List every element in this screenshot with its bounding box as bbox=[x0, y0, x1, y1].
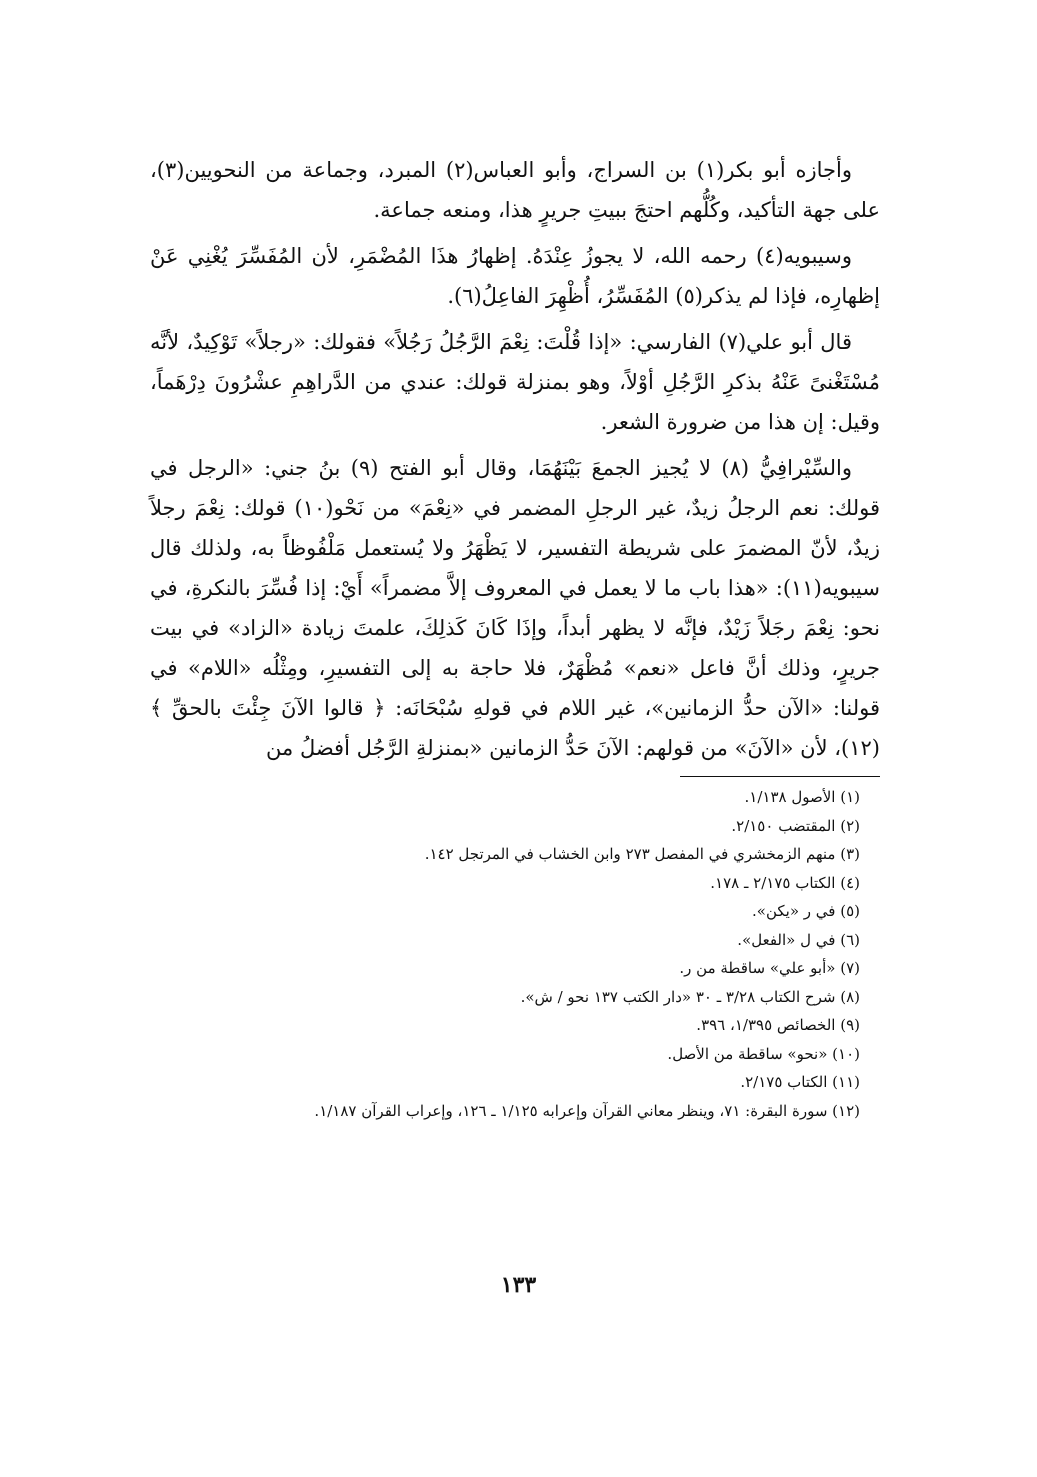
paragraph: وأجازه أبو بكر(١) بن السراج، وأبو العباس(٢) المبرد، وجماعة من النحويين(٣)، على جهة التأكيد، وكُلُّهم احتجَ ببيتِ جريرٍ هذا، ومنعه جماعة. bbox=[150, 158, 880, 222]
footnote-separator bbox=[680, 776, 880, 777]
footnote: (١٠) «نحو» ساقطة من الأصل. bbox=[667, 1044, 860, 1063]
page-content bbox=[150, 150, 880, 1125]
footnotes-list bbox=[150, 783, 880, 1125]
footnote: (٤) الكتاب ٢/١٧٥ ـ ١٧٨. bbox=[710, 873, 860, 892]
paragraph: قال أبو علي(٧) الفارسي: «إذا قُلْتَ: نِعْمَ الرَّجُلُ رَجُلاً» فقولك: «رجلاً» تَوْكِيدٌ، لأنَّه مُسْتَغْنىً عَنْهُ بذكرِ الرَّجُلِ أوْلاً، وهو بمنزلة قولك: عندي من الدَّراهِمِ عشْرُونَ دِرْهَماً، وقيل: إن هذا من ضرورة الشعر. bbox=[150, 330, 880, 434]
footnote: (٨) شرح الكتاب ٣/٢٨ ـ ٣٠ «دار الكتب ١٣٧ نحو / ش». bbox=[520, 987, 860, 1006]
main-text bbox=[150, 150, 880, 768]
page-number: ١٣٣ bbox=[500, 1272, 537, 1298]
footnote: (١٢) سورة البقرة: ٧١، وينظر معاني القرآن وإعرابه ١/١٢٥ ـ ١٢٦، وإعراب القرآن ١/١٨٧. bbox=[314, 1101, 860, 1120]
footnote: (٥) في ر «يكن». bbox=[752, 902, 860, 920]
footnote: (١) الأصول ١/١٣٨. bbox=[744, 788, 860, 806]
footnote: (٩) الخصائص ١/٣٩٥، ٣٩٦. bbox=[696, 1016, 860, 1034]
footnote: (٢) المقتضب ٢/١٥٠. bbox=[731, 816, 860, 835]
footnote: (٣) منهم الزمخشري في المفصل ٢٧٣ وابن الخشاب في المرتجل ١٤٢. bbox=[424, 845, 860, 863]
paragraph: والسِّيْرافِيُّ (٨) لا يُجيز الجمعَ بَيْنَهُمَا، وقال أبو الفتح (٩) بنُ جني: «الرجل في قولك: نعم الرجلُ زيدٌ، غير الرجلِ المضمر في «نِعْمَ» من نَحْو(١٠) قولك: نِعْمَ رجلاً زيدٌ، لأنّ المضمرَ على شريطة التفسير، لا يَظْهَرُ ولا يُستعمل مَلْفُوظاً به، ولذلك قال سيبويه(١١): «هذا باب ما لا يعمل في المعروف إلاَّ مضمراً» أَيْ: إذا فُسِّرَ بالنكرةِ، في نحو: نِعْمَ رجَلاً زَيْدٌ، فإنَّه لا يظهر أبداً، وإذَا كَانَ كَذلِكَ، علمتَ زيادة «الزاد» في بيت جريرٍ، وذلك أنَّ فاعل «نعم» مُظْهَرٌ، فلا حاجة به إلى التفسيرِ، ومِثْلُه «اللام» في قولنا: «الآن حدُّ الزمانين»، غير اللام في قولهِ سُبْحَانَه: ﴿ قالوا الآنَ جِئْتَ بالحقِّ ﴾(١٢)، لأن «الآنَ» من قولهم: الآنَ حَدُّ الزمانين «بمنزلةِ الرَّجُل أفضلُ من bbox=[150, 456, 881, 760]
footnote: (٧) «أبو علي» ساقطة من ر. bbox=[679, 959, 860, 977]
paragraph: وسيبويه(٤) رحمه الله، لا يجوزُ عِنْدَهُ. إظهارُ هذَا المُضْمَرِ، لأن المُفَسِّرَ يُغْنِي عَنْ إظهارِه، فإذا لم يذكر(٥) المُفَسِّرُ، أُظْهِرَ الفاعِلُ(٦). bbox=[150, 244, 880, 308]
footnote: (١١) الكتاب ٢/١٧٥. bbox=[740, 1073, 860, 1091]
footnote: (٦) في ل «الفعل». bbox=[737, 930, 860, 949]
